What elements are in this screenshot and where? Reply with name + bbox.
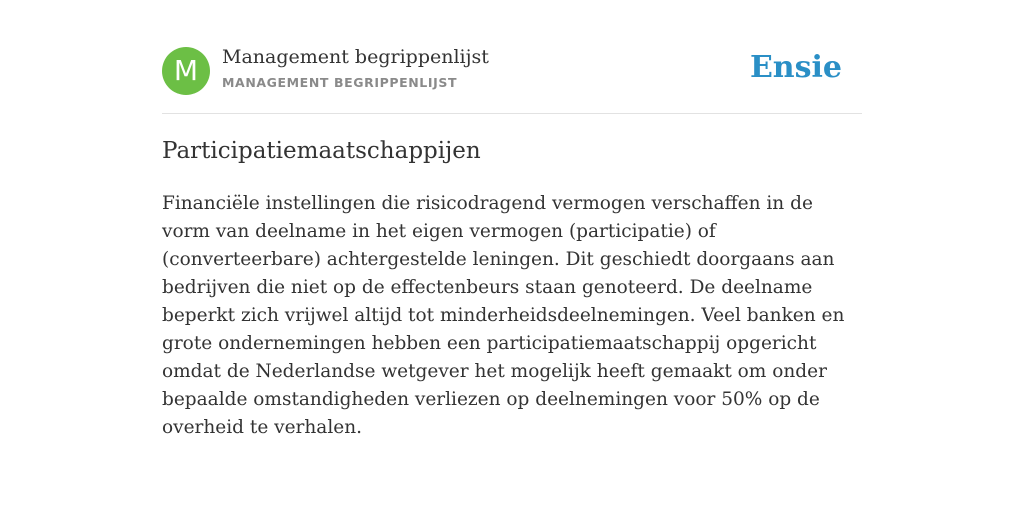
page-title: Participatiemaatschappijen xyxy=(162,138,481,164)
site-subtitle: MANAGEMENT BEGRIPPENLIJST xyxy=(222,75,458,90)
ensie-logo[interactable]: Ensie xyxy=(749,50,842,85)
divider xyxy=(162,113,862,114)
header xyxy=(162,46,862,96)
avatar[interactable]: M xyxy=(162,47,210,95)
definition-text: Financiële instellingen die risicodragend vermogen verschaffen in de vorm van deelname in het eigen vermogen (participatie) of (converteerbare) achtergestelde leningen. Dit geschiedt doorgaans aan bedrijven die niet op de effectenbeurs staan genoteerd. De deelname beperkt zich vrijwel altijd tot minderheidsdeelnemingen. Veel banken en grote ondernemingen hebben een participatiemaatschappij opgericht omdat de Nederlandse wetgever het mogelijk heeft gemaakt om onder bepaalde omstandigheden verliezen op deelnemingen voor 50% op de overheid te verhalen. xyxy=(162,193,845,438)
site-title[interactable]: Management begrippenlijst xyxy=(222,46,489,68)
